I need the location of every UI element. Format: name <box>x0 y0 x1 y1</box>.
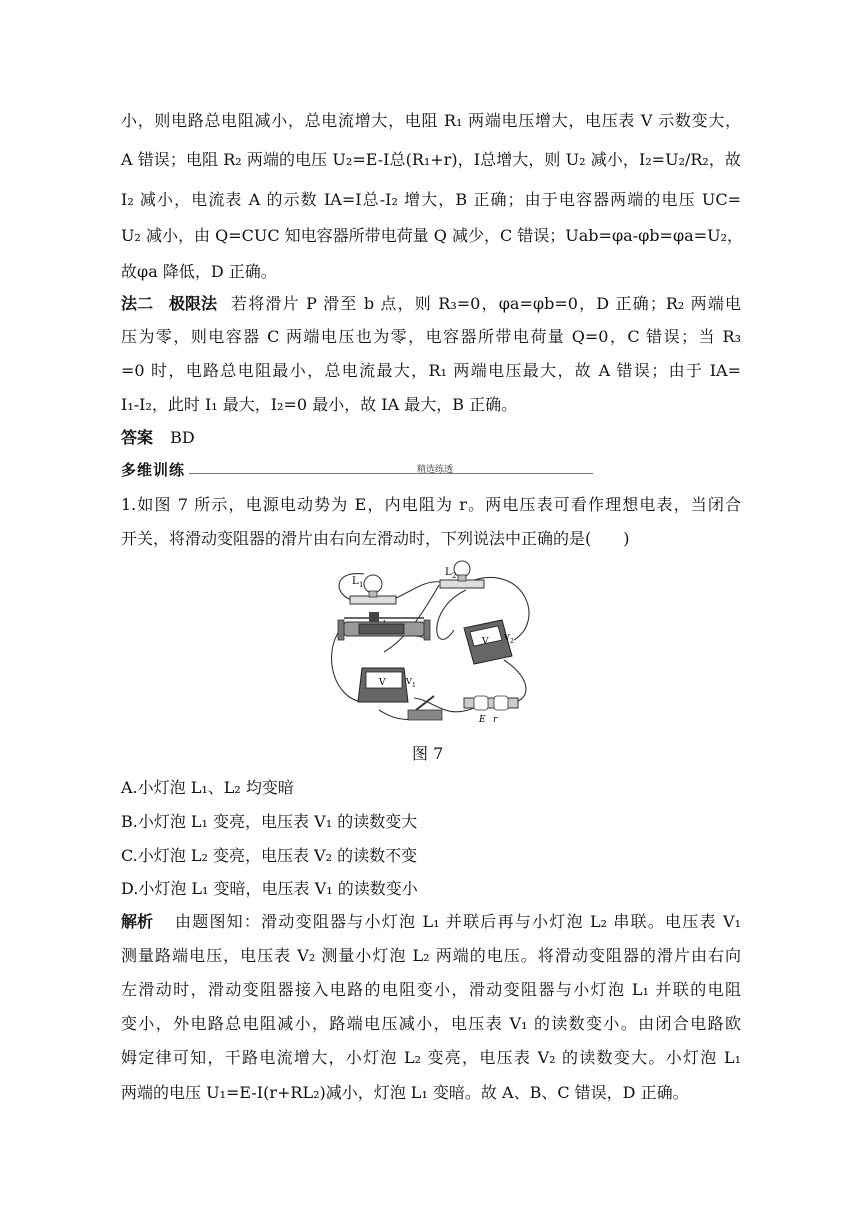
label-v2-sub: 2 <box>510 638 514 645</box>
lamp-l1 <box>350 575 396 604</box>
label-v1-sub: 1 <box>412 682 416 689</box>
question-line-1: 1.如图 7 所示，电源电动势为 E，内电阻为 r。两电压表可看作理想电表，当闭合 <box>121 495 741 514</box>
label-l2-sub: 2 <box>452 572 457 580</box>
rheostat <box>338 612 430 640</box>
option-c: C.小灯泡 L₂ 变亮，电压表 V₂ 的读数不变 <box>121 846 418 865</box>
analysis-line-5: 姆定律可知，干路电流增大，小灯泡 L₂ 变亮，电压表 V₂ 的读数变大。小灯泡 L₁ <box>121 1048 741 1067</box>
option-b: B.小灯泡 L₁ 变亮，电压表 V₁ 的读数变大 <box>121 812 418 831</box>
method2-label <box>121 294 241 314</box>
battery <box>464 696 518 725</box>
section-title: 多维训练 <box>121 461 186 479</box>
option-a: A.小灯泡 L₁、L₂ 均变暗 <box>121 778 294 797</box>
circuit-figure <box>324 560 546 728</box>
analysis-line-2: 测量路端电压，电压表 V₂ 测量小灯泡 L₂ 两端的电压。将滑动变阻器的滑片由右向 <box>121 946 741 965</box>
section-header <box>121 459 741 481</box>
label-l2: L <box>445 567 452 578</box>
voltmeter-v1 <box>358 668 416 702</box>
method2-line-3: =0 时，电路总电阻最小，总电流最大，R₁ 两端电压最大，故 A 错误；由于 IA= <box>121 361 741 380</box>
label-v1: V <box>379 678 386 688</box>
label-v2-tag: V <box>504 633 510 642</box>
prev-analysis-line-1: 小，则电路总电阻减小，总电流增大，电阻 R₁ 两端电压增大，电压表 V 示数变大， <box>121 111 741 130</box>
method2-line-2: 压为零，则电容器 C 两端电压也为零，电容器所带电荷量 Q=0，C 错误；当 R₃ <box>121 327 741 346</box>
answer-value: BD <box>170 428 195 447</box>
label-v1-tag: V <box>406 677 412 686</box>
analysis-line-3: 左滑动时，滑动变阻器接入电路的电阻变小，滑动变阻器与小灯泡 L₁ 并联的电阻 <box>121 980 741 999</box>
analysis-label-row <box>121 912 171 932</box>
section-subtitle: 精选练透 <box>417 465 454 475</box>
prev-analysis-line-5: 故φa 降低，D 正确。 <box>121 262 277 281</box>
label-l1: L <box>352 576 359 587</box>
section-divider <box>189 473 593 474</box>
switch <box>408 696 442 720</box>
method2-line-4: I₁-I₂，此时 I₁ 最大，I₂=0 最小，故 IA 最大，B 正确。 <box>121 395 518 414</box>
label-e: E <box>479 715 486 725</box>
label-v2: V <box>482 637 489 647</box>
analysis-line-1: 由题图知：滑动变阻器与小灯泡 L₁ 并联后再与小灯泡 L₂ 串联。电压表 V₁ <box>175 912 741 931</box>
method2-line-1: 若将滑片 P 滑至 b 点，则 R₃=0，φa=φb=0，D 正确；R₂ 两端电 <box>231 294 741 313</box>
voltmeter-v2 <box>464 620 514 664</box>
analysis-line-6: 两端的电压 U₁=E-I(r+RL₂)减小，灯泡 L₁ 变暗。故 A、B、C 错误，D 正确。 <box>121 1083 689 1102</box>
prev-analysis-line-3: I₂ 减小，电流表 A 的示数 IA=I总-I₂ 增大，B 正确；由于电容器两端的电压 UC= <box>121 190 741 209</box>
prev-analysis-line-2: A 错误；电阻 R₂ 两端的电压 U₂=E-I总(R₁+r)，I总增大，则 U₂ 减小，I₂=U₂/R₂，故 <box>121 150 741 169</box>
lamp-l2 <box>440 561 484 588</box>
option-d: D.小灯泡 L₁ 变暗，电压表 V₁ 的读数变小 <box>121 879 418 898</box>
answer-label: 答案 <box>121 428 154 447</box>
method2-label-text: 法二 极限法 <box>121 294 218 313</box>
prev-analysis-line-4: U₂ 减小，由 Q=CUC 知电容器所带电荷量 Q 减少，C 错误；Uab=φa-φb=φa=U₂， <box>121 226 743 245</box>
figure-caption: 图 7 <box>412 744 444 763</box>
question-line-2: 开关，将滑动变阻器的滑片由右向左滑动时，下列说法中正确的是( ) <box>121 529 630 548</box>
analysis-label: 解析 <box>121 912 154 931</box>
circuit-illustration <box>324 560 546 728</box>
label-l1-sub: 1 <box>359 581 364 589</box>
label-r: r <box>493 715 498 725</box>
answer-row <box>121 428 741 448</box>
analysis-line-4: 变小，外电路总电阻减小，路端电压减小，电压表 V₁ 的读数变小。由闭合电路欧 <box>121 1014 741 1033</box>
